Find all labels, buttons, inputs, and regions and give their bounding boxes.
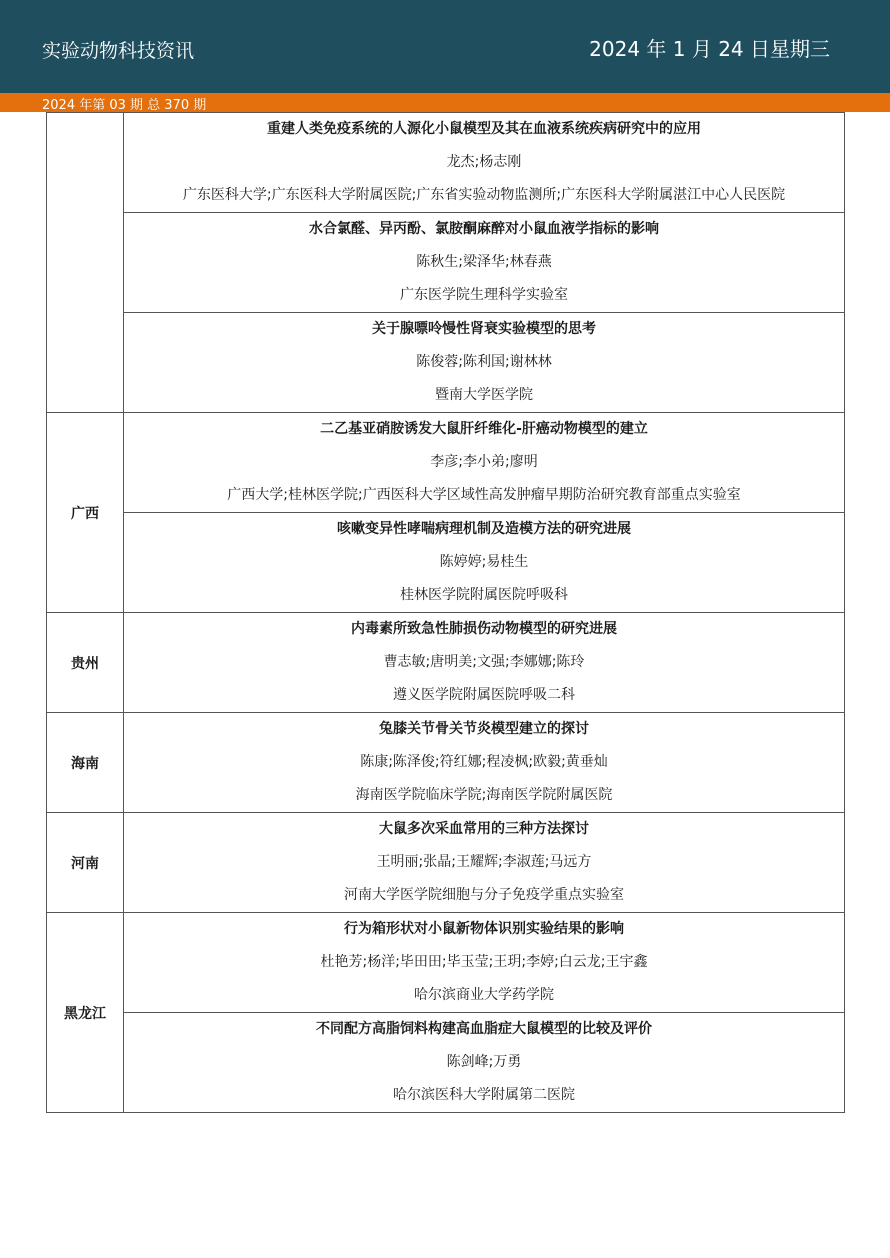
article-title: 兔膝关节骨关节炎模型建立的探讨: [379, 721, 589, 737]
issue-date: 2024 年 1 月 24 日星期三: [589, 37, 830, 61]
article-authors: 陈康;陈泽俊;符红娜;程凌枫;欧毅;黄垂灿: [360, 754, 608, 770]
article-entry: [124, 213, 845, 313]
article-title: 不同配方高脂饲料构建高血脂症大鼠模型的比较及评价: [316, 1021, 652, 1037]
article-institution: 广西大学;桂林医学院;广西医科大学区域性高发肿瘤早期防治研究教育部重点实验室: [227, 487, 741, 503]
article-entry: [124, 613, 845, 713]
table-row: [47, 713, 845, 813]
article-authors: 李彦;李小弟;廖明: [430, 454, 538, 470]
article-title: 大鼠多次采血常用的三种方法探讨: [379, 821, 589, 837]
province-cell: 贵州: [47, 613, 124, 713]
article-title: 重建人类免疫系统的人源化小鼠模型及其在血液系统疾病研究中的应用: [267, 121, 701, 137]
article-title: 关于腺嘌呤慢性肾衰实验模型的思考: [372, 321, 596, 337]
article-title: 咳嗽变异性哮喘病理机制及造模方法的研究进展: [337, 521, 631, 537]
article-entry: [124, 513, 845, 613]
article-institution: 桂林医学院附属医院呼吸科: [400, 587, 568, 603]
article-entry: [124, 313, 845, 413]
article-institution: 广东医学院生理科学实验室: [400, 287, 568, 303]
article-table: [46, 112, 845, 1113]
table-row: [47, 213, 845, 313]
article-entry: [124, 813, 845, 913]
article-institution: 广东医科大学;广东医科大学附属医院;广东省实验动物监测所;广东医科大学附属湛江中心人民医院: [182, 187, 786, 203]
province-cell: 海南: [47, 713, 124, 813]
article-title: 水合氯醛、异丙酚、氯胺酮麻醉对小鼠血液学指标的影响: [309, 221, 659, 237]
article-title: 内毒素所致急性肺损伤动物模型的研究进展: [351, 621, 617, 637]
table-row: [47, 113, 845, 213]
article-authors: 陈俊蓉;陈利国;谢林林: [416, 354, 552, 370]
page-header: [0, 0, 890, 93]
article-institution: 遵义医学院附属医院呼吸二科: [393, 687, 575, 703]
table-row: [47, 413, 845, 513]
article-authors: 陈婷婷;易桂生: [439, 554, 529, 570]
issue-number: 2024 年第 03 期 总 370 期: [42, 98, 207, 113]
table-row: [47, 913, 845, 1013]
article-institution: 河南大学医学院细胞与分子免疫学重点实验室: [344, 887, 624, 903]
article-authors: 曹志敏;唐明美;文强;李娜娜;陈玲: [383, 654, 585, 670]
province-cell: [47, 113, 124, 413]
article-institution: 海南医学院临床学院;海南医学院附属医院: [355, 787, 613, 803]
issue-strip: [0, 93, 890, 112]
article-authors: 龙杰;杨志刚: [446, 154, 522, 170]
province-cell: 广西: [47, 413, 124, 613]
article-authors: 陈剑峰;万勇: [446, 1054, 522, 1070]
article-institution: 暨南大学医学院: [435, 387, 533, 403]
table-row: [47, 1013, 845, 1113]
province-cell: 黑龙江: [47, 913, 124, 1113]
article-institution: 哈尔滨商业大学药学院: [414, 987, 554, 1003]
article-entry: [124, 413, 845, 513]
article-entry: [124, 1013, 845, 1113]
table-row: [47, 613, 845, 713]
province-cell: 河南: [47, 813, 124, 913]
publication-title: 实验动物科技资讯: [42, 40, 195, 62]
table-row: [47, 813, 845, 913]
article-authors: 杜艳芳;杨洋;毕田田;毕玉莹;王玥;李婷;白云龙;王宇鑫: [320, 954, 648, 970]
article-entry: [124, 913, 845, 1013]
table-row: [47, 513, 845, 613]
table-row: [47, 313, 845, 413]
article-title: 行为箱形状对小鼠新物体识别实验结果的影响: [344, 921, 624, 937]
article-institution: 哈尔滨医科大学附属第二医院: [393, 1087, 575, 1103]
article-title: 二乙基亚硝胺诱发大鼠肝纤维化-肝癌动物模型的建立: [320, 421, 648, 437]
article-entry: [124, 713, 845, 813]
article-entry: [124, 113, 845, 213]
article-authors: 王明丽;张晶;王耀辉;李淑莲;马远方: [376, 854, 592, 870]
article-authors: 陈秋生;梁泽华;林春燕: [416, 254, 552, 270]
